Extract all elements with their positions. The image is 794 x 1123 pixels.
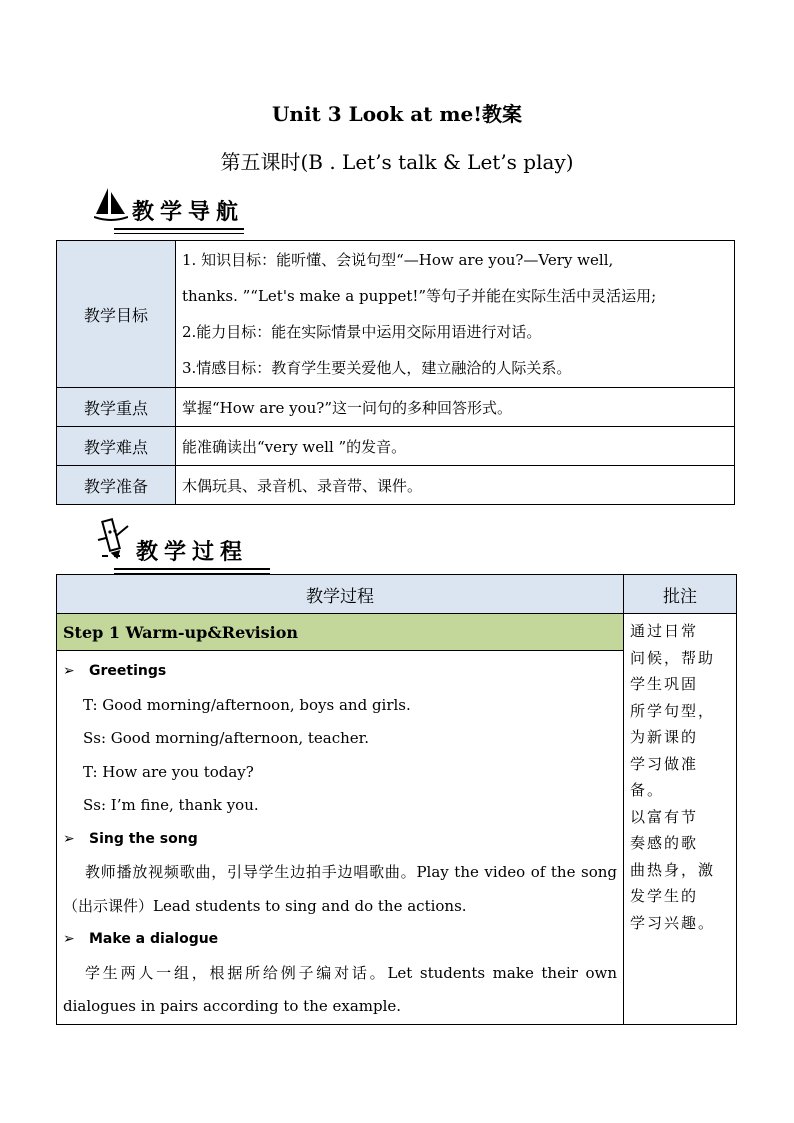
goal-line: 1. 知识目标：能听懂、会说句型“—How are you?—Very well,	[182, 251, 614, 269]
note-line: 学生巩固	[630, 675, 699, 693]
note-line: 以富有节	[630, 807, 699, 826]
overview-table	[56, 240, 735, 505]
table-row	[57, 388, 735, 427]
sailboat-icon	[94, 186, 128, 226]
goal-line: 3.情感目标：教育学生要关爱他人，建立融洽的人际关系。	[182, 359, 572, 377]
difficulty-label: 教学难点	[57, 427, 176, 466]
note-line: 备。	[630, 781, 665, 799]
section-banner-process	[94, 520, 270, 566]
note-line: 奏感的歌	[630, 834, 699, 852]
banner-label: 教学过程	[136, 540, 249, 565]
arrow-bullet-icon: ➢	[63, 830, 75, 847]
song-paragraph: 教师播放视频歌曲，引导学生边拍手边唱歌曲。Play the video of the song（出示课件）Lead students to sing and do the actions.	[63, 863, 617, 915]
dialogue-paragraph: 学生两人一组，根据所给例子编对话。Let students make their own dialogues in pairs according to the example.	[63, 963, 617, 1015]
table-row	[57, 241, 735, 388]
key-value: 掌握“How are you?”这一问句的多种回答形式。	[176, 388, 735, 427]
key-label: 教学重点	[57, 388, 176, 427]
song-heading: ➢ Sing the song	[63, 823, 617, 857]
header-note: 批注	[624, 575, 737, 614]
greetings-heading: ➢ Greetings	[63, 655, 617, 689]
page-title: Unit 3 Look at me!教案	[271, 102, 523, 126]
prep-label: 教学准备	[57, 466, 176, 505]
table-header-row	[57, 575, 737, 614]
dialogue-line: Ss: Good morning/afternoon, teacher.	[83, 729, 369, 747]
process-table	[56, 574, 737, 1025]
header-process: 教学过程	[57, 575, 624, 614]
note-line: 曲热身，激	[630, 860, 716, 879]
note-line: 问候，帮助	[630, 648, 716, 667]
note-line: 发学生的	[630, 887, 699, 905]
difficulty-value: 能准确读出“very well ”的发音。	[176, 427, 735, 466]
dialogue-line: Ss: I’m fine, thank you.	[83, 796, 259, 814]
note-line: 通过日常	[630, 622, 699, 640]
prep-value: 木偶玩具、录音机、录音带、课件。	[176, 466, 735, 505]
table-row	[57, 614, 737, 651]
note-line: 所学句型，	[630, 701, 716, 720]
pencil-mascot-icon	[94, 516, 132, 566]
step-content	[57, 651, 624, 1025]
page-subtitle: 第五课时(B . Let’s talk & Let’s play)	[220, 150, 574, 174]
note-line: 为新课的	[630, 728, 699, 746]
arrow-bullet-icon: ➢	[63, 931, 75, 947]
table-row	[57, 427, 735, 466]
goal-line: 2.能力目标：能在实际情景中运用交际用语进行对话。	[182, 323, 542, 341]
dialogue-heading: ➢ Make a dialogue	[63, 923, 617, 957]
arrow-bullet-icon: ➢	[63, 663, 75, 679]
goal-line: thanks. ”“Let's make a puppet!”等句子并能在实际生活中灵活运用;	[182, 287, 657, 305]
banner-label: 教学导航	[132, 200, 245, 225]
dialogue-line: T: Good morning/afternoon, boys and girls.	[83, 695, 411, 714]
goals-cell	[176, 241, 735, 388]
step-title: Step 1 Warm-up&Revision	[57, 614, 624, 651]
note-cell	[624, 614, 737, 1025]
dialogue-line: T: How are you today?	[83, 762, 254, 781]
goals-label: 教学目标	[57, 241, 176, 388]
note-line: 学习兴趣。	[630, 913, 716, 932]
note-line: 学习做准	[630, 754, 699, 773]
section-banner-guide	[94, 188, 244, 226]
table-row	[57, 466, 735, 505]
